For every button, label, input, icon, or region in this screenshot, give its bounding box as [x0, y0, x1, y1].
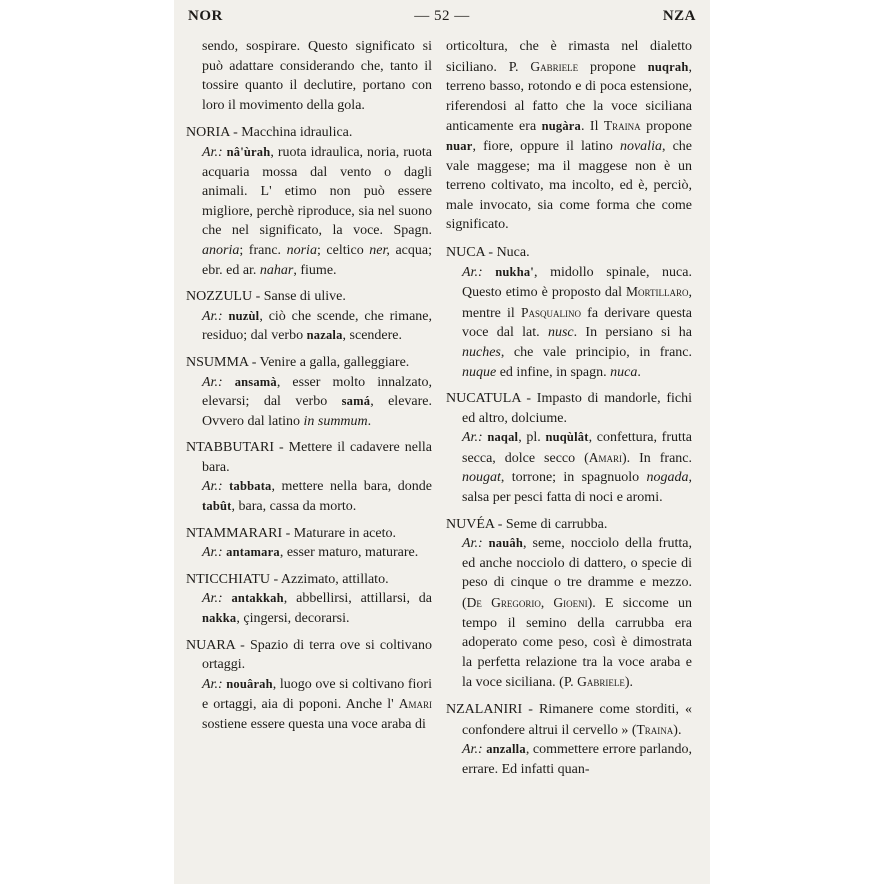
italic-term: novalia — [619, 138, 662, 154]
author-name: Pasqualino — [520, 304, 581, 320]
body-text: . Il — [581, 119, 604, 135]
definition: - Spazio di terra ove si coltivano ortaggi. — [202, 637, 432, 673]
etymon-word: anzalla — [486, 742, 526, 757]
definition: - Nuca. — [484, 244, 530, 260]
header-left-guide-word: NOR — [188, 8, 223, 24]
etymon-word: nakka — [202, 611, 237, 626]
body-text: , mettere nella bara, donde — [271, 479, 432, 495]
body-text: , commettere errore parlando, errare. Ed infatti quan- — [462, 742, 692, 777]
entry-headline — [186, 524, 432, 544]
body-text: , che vale principio, in franc. — [500, 344, 692, 360]
author-name: De Gregorio, Gioeni — [466, 595, 588, 611]
body-text: , bara, cassa da morto. — [231, 499, 357, 515]
entry-nuvea — [446, 515, 692, 693]
author-name: Traina — [603, 118, 641, 134]
body-text: , pl. — [518, 430, 546, 446]
continuation-text: sendo, sospirare. Questo significato si può adattare considerando che, tanto il tossire quanto il declutire, portano con loro il movimento della gola. — [202, 39, 432, 113]
headword: NUARA — [186, 637, 236, 653]
entry-headline — [446, 700, 692, 740]
body-text: , confettura, frutta secca, dolce secco ( — [462, 430, 692, 466]
body-text: ). In franc. — [622, 450, 693, 466]
headword: NTABBUTARI — [186, 440, 274, 456]
author-name: Amari — [398, 696, 432, 712]
headword: NSUMMA — [186, 354, 249, 370]
arabic-label: Ar.: — [462, 742, 483, 758]
body-text: , ruota idraulica, noria, ruota acquaria mossa dal vento o dagli animali. L' etimo non può essere migliore, perchè riproduce, sia nel suono che nel significato, la voce. Spagn. — [202, 144, 432, 239]
body-text: , mentre il — [462, 285, 692, 321]
etymon-word: tabût — [202, 499, 232, 514]
etymon-word: nugàra — [541, 119, 581, 134]
entry-body — [186, 675, 432, 735]
continuation-text — [446, 37, 692, 235]
definition: - Seme di carrubba. — [494, 516, 608, 532]
body-text: , seme, nocciolo della frutta, ed anche nocciolo di dattero, o specie di peso di cinque o tre dramme e mezzo. ( — [462, 536, 693, 612]
right-column — [446, 37, 692, 786]
body-text: , terreno basso, rotondo e di poca estensione, riferendosi al fatto che la voce siciliana anticamente era — [446, 59, 692, 135]
body-text: ). — [624, 675, 633, 691]
headword: NUCA — [446, 244, 485, 260]
entry-nticchiatu — [186, 570, 432, 629]
definition: - Mettere il cadavere nella bara. — [202, 440, 432, 475]
arabic-label: Ar.: — [202, 676, 223, 692]
body-text: . In persiano si ha — [573, 325, 692, 341]
body-text: ; franc. — [239, 242, 287, 258]
body-text: , luogo ove si coltivano fiori e ortaggi, aia di poponi. Anche l' — [202, 676, 432, 713]
entry-nzalaniri — [446, 700, 692, 779]
body-text: , che vale maggese; ma il maggese non è un terreno coltivato, ma incolto, ed è, perciò, male invocato, sia come forma che come significato. — [446, 138, 692, 233]
entry-body — [446, 428, 692, 507]
arabic-label: Ar.: — [202, 545, 223, 561]
etymon-word: tabbata — [229, 479, 272, 494]
italic-term: nahar — [259, 262, 294, 278]
header-right-guide-word: NZA — [662, 8, 696, 24]
definition: - Impasto di mandorle, fichi ed altro, dolciume. — [462, 391, 692, 426]
headword: NTICCHIATU — [186, 571, 270, 587]
arabic-label: Ar.: — [202, 479, 223, 495]
definition: ). — [673, 722, 682, 738]
headword: NUCATULA — [446, 391, 521, 407]
definition: - Venire a galla, galleggiare. — [248, 354, 410, 370]
headword: NTAMMARARI — [186, 525, 283, 541]
definition: - Macchina idraulica. — [229, 125, 353, 141]
definition: - Rimanere come storditi, « confondere altrui il cervello » ( — [462, 702, 692, 738]
body-text: orticoltura, che è rimasta nel dialetto siciliano. P. — [446, 39, 692, 75]
definition: - Maturare in aceto. — [282, 525, 396, 541]
etymon-word: nuqrah — [647, 59, 689, 74]
etymon-word: antamara — [226, 545, 280, 560]
body-text: ; celtico — [316, 242, 370, 258]
italic-term: nougat — [462, 470, 501, 486]
headword: NORIA — [186, 125, 230, 141]
entry-headline — [446, 389, 692, 428]
body-text: propone — [578, 59, 648, 75]
body-text: , ciò che scende, che rimane, residuo; dal verbo — [202, 308, 432, 344]
arabic-label: Ar.: — [462, 536, 483, 552]
entry-body — [186, 589, 432, 628]
entry-body — [446, 263, 692, 383]
etymon-word: nukha' — [495, 264, 534, 279]
italic-term: noria — [286, 242, 317, 258]
etymon-word: nuar — [446, 138, 473, 153]
left-column — [186, 37, 432, 742]
entry-body — [186, 543, 432, 563]
italic-term: ner, — [369, 242, 390, 258]
arabic-label: Ar.: — [202, 144, 223, 160]
italic-term: nusc — [547, 325, 574, 341]
body-text: , midollo spinale, nuca. Questo etimo è proposto dal — [462, 264, 692, 301]
body-text: . — [367, 413, 372, 429]
author-name: Mortillaro — [626, 284, 689, 300]
entry-body — [186, 477, 432, 516]
author-name: Gabriele — [577, 674, 625, 690]
headword: NUVÉA — [446, 516, 495, 532]
entry-nuca — [446, 243, 692, 382]
body-text: . — [637, 364, 641, 380]
etymon-word: nuqùlât — [545, 430, 589, 445]
arabic-label: Ar.: — [202, 591, 223, 607]
etymon-word: nouârah — [226, 676, 273, 691]
entry-body — [446, 740, 692, 779]
entry-ntabbutari — [186, 438, 432, 516]
etymon-word: antakkah — [231, 591, 284, 606]
entry-noria — [186, 123, 432, 280]
arabic-label: Ar.: — [462, 430, 483, 446]
body-text: , scendere. — [342, 328, 402, 344]
italic-term: in summum — [303, 413, 368, 429]
body-text: , çingersi, decorarsi. — [236, 611, 350, 627]
entry-body — [186, 143, 432, 280]
etymon-word: nuzùl — [228, 308, 260, 323]
dictionary-page — [174, 0, 710, 884]
etymon-word: naqal — [487, 430, 519, 445]
etymon-word: nâ'ùrah — [226, 144, 271, 159]
body-text: , fiore, oppure il latino — [472, 138, 620, 154]
entry-body — [186, 307, 432, 346]
body-text: , esser molto innalzato, elevarsi; dal verbo — [202, 374, 433, 410]
author-name: Amari — [588, 449, 623, 465]
author-name: Traina — [636, 721, 674, 737]
body-text: sostiene essere questa una voce araba di — [202, 717, 426, 732]
italic-term: nuca — [610, 364, 638, 380]
italic-term: anoria — [202, 242, 240, 258]
headword: NZALANIRI — [446, 702, 523, 717]
entry-headline — [186, 438, 432, 477]
entry-headline — [186, 123, 432, 143]
entry-nuara — [186, 636, 432, 735]
body-text: ). E siccome un tempo il semino della carrubba era adoperato come peso, così è dimostrata la perfetta relazione tra la voce araba e la voce siciliana. (P. — [462, 596, 692, 691]
entry-nsumma — [186, 353, 432, 431]
author-name: Gabriele — [530, 58, 579, 74]
entry-body — [446, 534, 692, 693]
body-text: , fiume. — [293, 262, 337, 278]
headword: NOZZULU — [186, 289, 253, 305]
entry-ntammarari — [186, 524, 432, 563]
entry-headline — [186, 287, 432, 307]
italic-term: nuches — [462, 344, 501, 360]
definition: - Sanse di ulive. — [252, 289, 346, 305]
page-number: — 52 — — [414, 8, 470, 24]
body-text: acqua; ebr. ed ar. — [202, 242, 432, 278]
italic-term: nogada — [646, 470, 689, 486]
page-header — [188, 8, 696, 30]
entry-nucatula — [446, 389, 692, 508]
body-text: , abbellirsi, attillarsi, da — [283, 591, 433, 607]
entry-headline — [446, 515, 692, 535]
entry-headline — [446, 243, 692, 263]
entry-body — [186, 373, 432, 432]
etymon-word: nazala — [306, 328, 343, 343]
body-text: propone — [640, 119, 692, 135]
body-text: , torrone; in spagnuolo — [500, 470, 647, 486]
entry-headline — [186, 570, 432, 590]
body-text: ed infine, in spagn. — [496, 364, 611, 380]
body-text: fa derivare questa voce dal lat. — [462, 305, 692, 341]
italic-term: nuque — [462, 364, 497, 380]
arabic-label: Ar.: — [202, 308, 223, 324]
etymon-word: samá — [341, 394, 371, 409]
etymon-word: ansamà — [234, 374, 277, 389]
arabic-label: Ar.: — [202, 374, 223, 390]
entry-headline — [186, 636, 432, 675]
entry-headline — [186, 353, 432, 373]
entry-nozzulu — [186, 287, 432, 346]
arabic-label: Ar.: — [462, 264, 483, 280]
definition: - Azzimato, attillato. — [270, 571, 389, 587]
body-text: , esser maturo, maturare. — [279, 545, 419, 561]
body-text: , salsa per pesci fatta di noci e aromi. — [462, 470, 692, 506]
body-text: , elevare. Ovvero dal latino — [202, 394, 432, 429]
etymon-word: nauâh — [488, 536, 523, 551]
